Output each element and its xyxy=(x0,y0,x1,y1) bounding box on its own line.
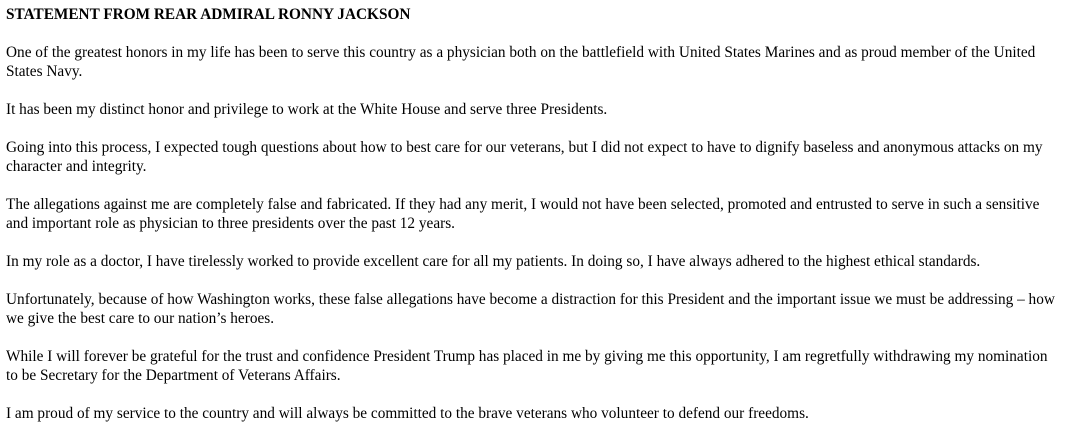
paragraph-1: One of the greatest honors in my life has been to serve this country as a physician both on the battlefield with United States Marines and as proud member of the United States Navy. xyxy=(6,44,1036,80)
paragraph-6: Unfortunately, because of how Washington works, these false allegations have become a distraction for this President and the important issue we must be addressing – how we give the best care to our nation’s heroes. xyxy=(6,291,1055,327)
paragraph-5: In my role as a doctor, I have tirelessly worked to provide excellent care for all my patients. In doing so, I have always adhered to the highest ethical standards. xyxy=(6,253,981,270)
paragraph-3: Going into this process, I expected tough questions about how to best care for our veterans, but I did not expect to have to dignify baseless and anonymous attacks on my character and integrity. xyxy=(6,139,1043,175)
paragraph-7: While I will forever be grateful for the trust and confidence President Trump has placed in me by giving me this opportunity, I am regretfully withdrawing my nomination to be Secretary for the Department of Veterans Affairs. xyxy=(6,348,1048,384)
paragraph-2: It has been my distinct honor and privilege to work at the White House and serve three Presidents. xyxy=(6,101,608,118)
paragraph-8: I am proud of my service to the country and will always be committed to the brave veterans who volunteer to defend our freedoms. xyxy=(6,405,809,422)
paragraph-4: The allegations against me are completely false and fabricated. If they had any merit, I would not have been selected, promoted and entrusted to serve in such a sensitive and important role as physician to three presidents over the past 12 years. xyxy=(6,196,1040,232)
statement-title: STATEMENT FROM REAR ADMIRAL RONNY JACKSON xyxy=(6,6,411,23)
